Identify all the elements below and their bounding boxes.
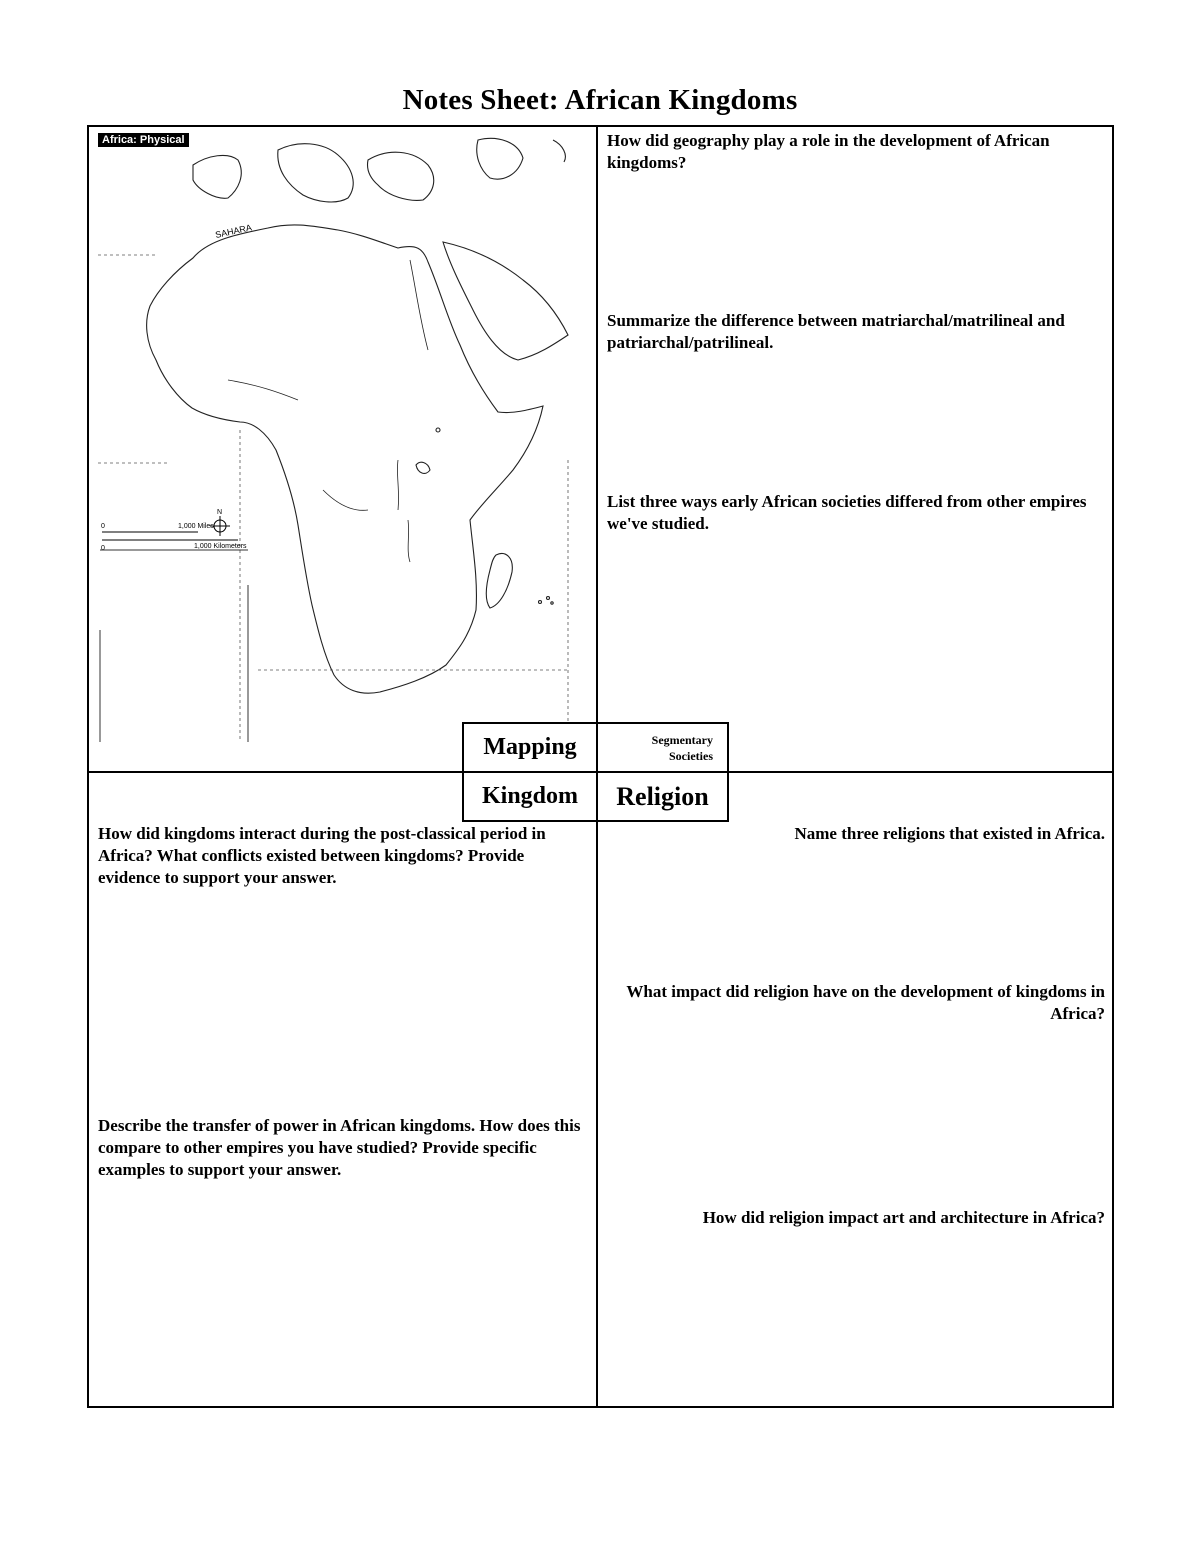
label-mapping: Mapping (462, 722, 598, 773)
africa-map (98, 130, 578, 745)
africa-continent-outline (147, 225, 543, 693)
map-title: Africa: Physical (98, 133, 189, 147)
label-kingdom: Kingdom (462, 771, 598, 822)
scale-zero-km-label: 0 (101, 545, 105, 552)
question-art-architecture: How did religion impact art and architecture in Africa? (702, 1208, 1105, 1227)
compass-rose-icon (210, 516, 230, 536)
sahara-label: SAHARA (214, 222, 253, 240)
africa-outline-map (98, 130, 578, 745)
question-three-religions: Name three religions that existed in Africa. (794, 824, 1105, 843)
label-religion: Religion (596, 771, 729, 822)
question-religion-impact: What impact did religion have on the development of kingdoms in Africa? (626, 982, 1105, 1023)
scale-bar (102, 532, 238, 540)
question-matriarchal: Summarize the difference between matriarchal/matrilineal and patriarchal/patrilineal. (607, 311, 1065, 352)
page-title: Notes Sheet: African Kingdoms (402, 84, 798, 116)
question-geography: How did geography play a role in the development of African kingdoms? (607, 131, 1050, 172)
question-interact (98, 823, 578, 889)
label-segmentary-societies: Segmentary Societies (596, 722, 729, 773)
question-three-ways: List three ways early African societies differed from other empires we've studied. (607, 492, 1087, 533)
madagascar-outline (486, 554, 512, 608)
scale-miles-label: 1,000 Miles (178, 523, 214, 530)
question-transfer: Describe the transfer of power in African kingdoms. How does this compare to other empires you have studied? Provide specific examples to support your answer. (98, 1116, 581, 1179)
compass-north-label: N (217, 509, 223, 516)
scale-zero-label: 0 (101, 523, 105, 530)
scale-km-label: 1,000 Kilometers (194, 543, 247, 550)
question-interact-text: How did kingdoms interact during the post-classical period in Africa? What conflicts existed between kingdoms? Provide evidence to support your answer. (98, 824, 546, 887)
